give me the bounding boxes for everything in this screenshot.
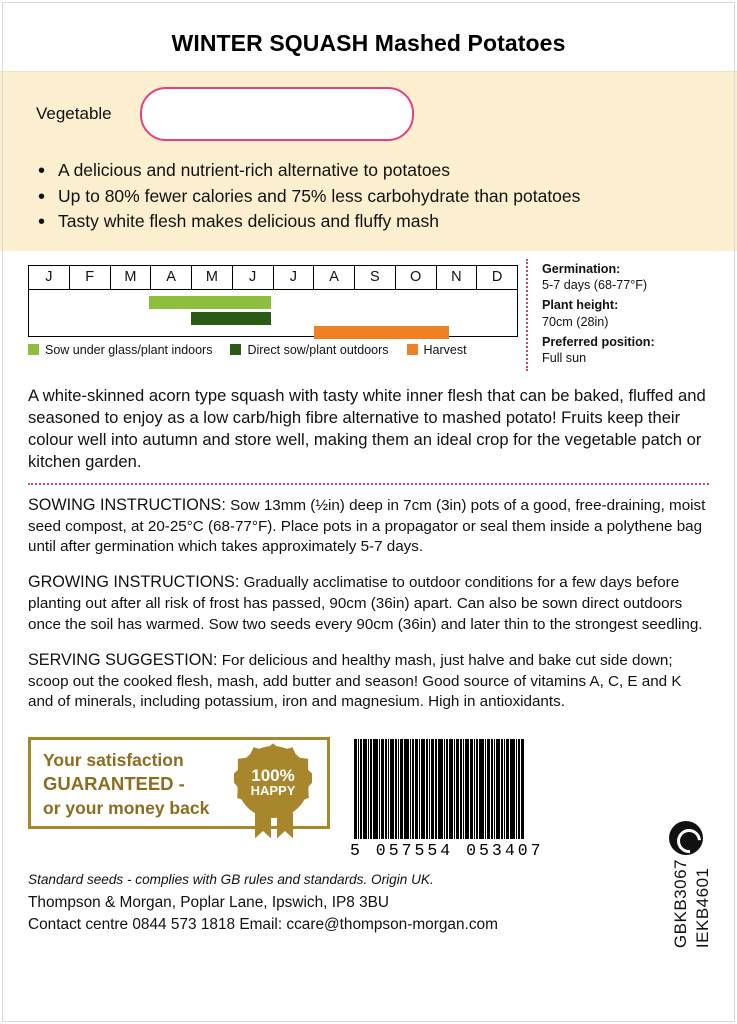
bar-harvest [314,326,449,339]
month-header-table [28,265,518,290]
fact-key: Germination: [542,261,621,276]
description-area [0,371,737,713]
intro-paragraph: A white-skinned acorn type squash with tasty white inner flesh that can be baked, fluffed and seasoned to enjoy as a low carb/high fibre alternative to mashed potato! Fruits keep their colour well into autumn and store well, making them an ideal crop for the vegetable patch or kitchen garden. [28,385,706,471]
fact-key: Plant height: [542,298,619,313]
legend-item-direct-sow [230,343,388,357]
guarantee-line-3: or your money back [43,797,210,818]
barcode-area [346,737,709,860]
list-item: • A delicious and nutrient-rich alternative to potatoes [28,158,709,184]
month-cell: J [232,265,273,289]
standard-seeds-note: Standard seeds - complies with GB rules and standards. Origin UK. [28,872,434,888]
highlights-panel [0,71,737,251]
code-left: GBKB3067 [671,859,690,949]
month-cell: O [395,265,436,289]
section-serving [28,650,709,712]
legend-swatch-icon [230,344,241,355]
month-cell: N [436,265,477,289]
list-item: • Up to 80% fewer calories and 75% less carbohydrate than potatoes [28,184,709,210]
legend-item-harvest [407,343,467,357]
section-text: Gradually acclimatise to outdoor conditions for a few days before planting out after all risk of frost has passed, 90cm (36in) apart. Can also be sown direct outdoors once the soil has warmed. Sow two seeds every 90cm (36in) and later thin to the strongest seedling. [28,574,703,633]
fact-preferred-position [542,334,709,367]
product-codes [671,859,713,948]
legend-label: Sow under glass/plant indoors [45,342,213,357]
bar-sow-under-glass [149,296,271,309]
month-cell: M [192,265,233,289]
page-title: WINTER SQUASH Mashed Potatoes [171,30,566,56]
title-bar [0,0,737,71]
calendar-chart [28,259,526,371]
sowing-calendar-area [0,251,737,371]
month-cell: J [29,265,70,289]
section-heading: SOWING INSTRUCTIONS: [28,496,226,515]
month-cell: S [355,265,396,289]
list-item: • Tasty white flesh makes delicious and fluffy mash [28,209,709,235]
barcode-image [354,739,569,839]
month-cell: A [314,265,355,289]
rosette-icon [237,746,315,824]
fact-value: Full sun [542,351,587,366]
section-growing [28,572,709,634]
section-text: Sow 13mm (½in) deep in 7cm (3in) pots of a good, free-draining, moist seed compost, at 20-25°C (68-77°F). Place pots in a propagator or seal them inside a polythene bag until after germination which takes approximately 5-7 days. [28,497,706,556]
section-text: For delicious and healthy mash, just halve and bake cut side down; scoop out the cooked flesh, mash, add butter and season! Good source of vitamins A, C, E and K and of minerals, including potassium, iron and magnesium. High in antioxidants. [28,651,682,710]
guarantee-line-1: Your satisfaction [43,750,184,771]
fact-value: 5-7 days (68-77°F) [542,278,648,292]
calendar-bars [28,290,518,337]
growing-facts [526,259,709,371]
section-heading: GROWING INSTRUCTIONS: [28,573,240,592]
bottom-area [0,727,737,860]
guarantee-text [31,740,248,820]
badge-happy: HAPPY [250,783,296,799]
recycle-icon [669,821,703,855]
guarantee-line-2: GUARANTEED - [43,773,185,795]
badge-percent: 100% [251,765,295,785]
variety-oval-placeholder [140,87,414,141]
legend-item-sow-glass [28,343,212,357]
rosette-disc [237,746,309,818]
section-heading: SERVING SUGGESTION: [28,650,218,669]
code-right: IEKB4601 [693,867,712,949]
fact-germination [542,261,709,294]
barcode-number: 5 057554 053407 [350,841,544,861]
benefit-list [28,158,709,235]
divider [28,483,709,485]
fact-key: Preferred position: [542,335,655,350]
legend-swatch-icon [407,344,418,355]
company-address: Thompson & Morgan, Poplar Lane, Ipswich, IP8 3BU [28,894,390,912]
bar-direct-sow [191,312,271,325]
fact-value: 70cm (28in) [542,314,609,329]
month-cell: J [273,265,314,289]
category-label: Vegetable [36,104,112,123]
guarantee-badge [28,737,330,829]
section-sowing [28,495,709,557]
fact-plant-height [542,297,709,330]
footer [0,859,737,949]
legend-label: Direct sow/plant outdoors [247,342,389,357]
month-cell: M [110,265,151,289]
month-cell: A [151,265,192,289]
month-cell: D [477,265,518,289]
calendar-legend [28,343,526,357]
legend-label: Harvest [423,342,467,357]
legend-swatch-icon [28,344,39,355]
month-cell: F [69,265,110,289]
category-row [28,86,709,142]
contact-line: Contact centre 0844 573 1818 Email: ccare@thompson-morgan.com [28,916,498,934]
